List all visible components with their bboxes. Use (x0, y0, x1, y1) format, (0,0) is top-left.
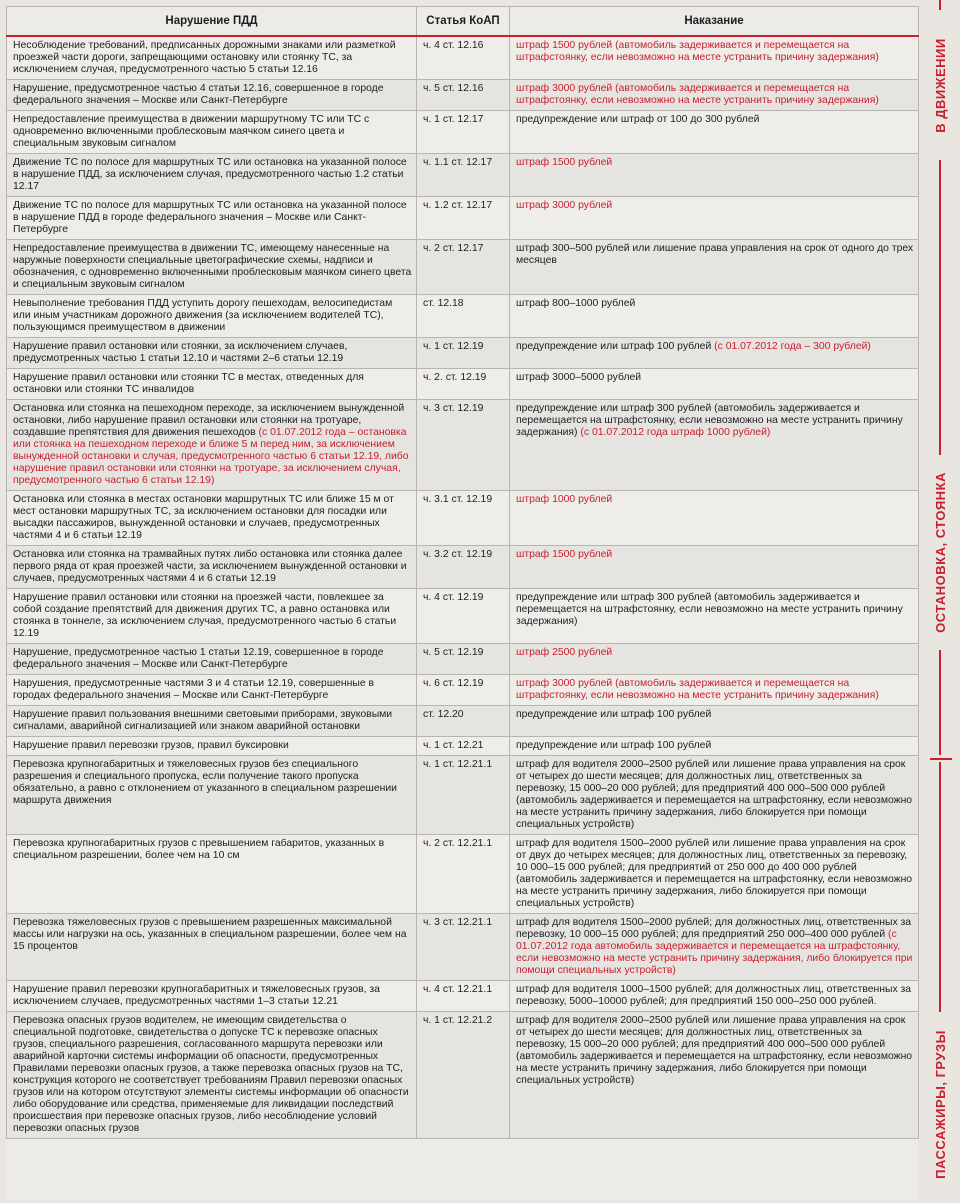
article-cell: ч. 1 ст. 12.19 (417, 338, 510, 369)
article-cell: ч. 6 ст. 12.19 (417, 675, 510, 706)
violation-cell: Непредоставление преимущества в движении маршрутному ТС или ТС с одновременно включенными проблесковым маячком синего цвета и специальным звуковым сигналом (7, 111, 417, 154)
table-row (7, 338, 919, 369)
article-cell: ч. 5 ст. 12.16 (417, 80, 510, 111)
table-row (7, 240, 919, 295)
violation-cell: Движение ТС по полосе для маршрутных ТС или остановка на указанной полосе в нарушение ПДД в городе федерального значения – Москве или Санкт-Петербурге (7, 197, 417, 240)
table-row (7, 154, 919, 197)
section-divider-line (939, 0, 941, 10)
table-row (7, 835, 919, 914)
penalty-cell (510, 197, 919, 240)
violation-note: (с 01.07.2012 года – остановка или стоянка на пешеходном переходе и ближе 5 м перед ним, за исключением вынужденной остановки и случая, предусмотренного частью 6 статьи 12.19, либо нарушение правил остановки или стоянки на тротуаре, за исключением случая, предусмотренного частью 6 статьи 12.19) (13, 427, 409, 486)
table-row (7, 1012, 919, 1139)
article-cell: ч. 1.1 ст. 12.17 (417, 154, 510, 197)
table-row (7, 369, 919, 400)
penalty-highlight: штраф 3000 рублей (516, 200, 613, 211)
article-cell: ч. 4 ст. 12.19 (417, 589, 510, 644)
penalty-cell: предупреждение или штраф 300 рублей (автомобиль задерживается и перемещается на штрафстоянку, если невозможно на месте устранить причину задержания) (510, 589, 919, 644)
violation-cell: Нарушение, предусмотренное частью 1 статьи 12.19, совершенное в городе федерального значения – Москве или Санкт-Петербурге (7, 644, 417, 675)
violation-cell: Нарушение, предусмотренное частью 4 статьи 12.16, совершенное в городе федерального значения – Москве или Санкт-Петербурге (7, 80, 417, 111)
article-cell: ч. 3 ст. 12.21.1 (417, 914, 510, 981)
penalty-highlight: (с 01.07.2012 года штраф 1000 рублей) (580, 427, 771, 438)
article-cell: ч. 2 ст. 12.21.1 (417, 835, 510, 914)
section-label-parking: ОСТАНОВКА, СТОЯНКА (932, 472, 948, 633)
article-cell: ст. 12.18 (417, 295, 510, 338)
table-row (7, 644, 919, 675)
penalty-cell (510, 36, 919, 80)
article-cell: ч. 4 ст. 12.16 (417, 36, 510, 80)
table-row (7, 197, 919, 240)
violation-cell: Нарушение правил остановки или стоянки ТС в местах, отведенных для остановки или стоянки ТС инвалидов (7, 369, 417, 400)
table-row (7, 80, 919, 111)
penalty-cell (510, 491, 919, 546)
table-row (7, 400, 919, 491)
penalty-cell: предупреждение или штраф 100 рублей (510, 737, 919, 756)
violation-cell: Перевозка опасных грузов водителем, не имеющим свидетельства о специальной подготовке, свидетельства о допуске ТС к перевозке опасных грузов, специального разрешения, согласованного маршрута перевозки или аварийной карточки системы информации об опасности, предусмотренных Правилами перевозки опасных грузов, а также перевозка опасных грузов на ТС, конструкция которого не соответствует требованиям Правил перевозки опасных грузов или на котором отсутствуют элементы системы информации об опасности либо оборудование или средства, применяемые для ликвидации последствий происшествия при перевозке опасных грузов, либо несоблюдение условий перевозки опасных грузов (7, 1012, 417, 1139)
penalty-cell: штраф 800–1000 рублей (510, 295, 919, 338)
violation-cell: Нарушения, предусмотренные частями 3 и 4 статьи 12.19, совершенные в городах федерального значения – Москве или Санкт-Петербурге (7, 675, 417, 706)
article-cell: ч. 2 ст. 12.17 (417, 240, 510, 295)
article-cell: ч. 1 ст. 12.17 (417, 111, 510, 154)
penalty-cell: штраф для водителя 2000–2500 рублей или лишение права управления на срок от четырех до шести месяцев; для должностных лиц, ответственных за перевозку, 15 000–20 000 рублей; для предприятий 400 000–500 000 рублей (автомобиль задерживается и перемещается на штрафстоянку, если невозможно на месте устранить причину задержания, либо блокируется при помощи специальных устройств) (510, 1012, 919, 1139)
table-row (7, 295, 919, 338)
table-row (7, 675, 919, 706)
article-cell: ч. 4 ст. 12.21.1 (417, 981, 510, 1012)
penalty-cell: штраф для водителя 2000–2500 рублей или лишение права управления на срок от четырех до шести месяцев; для должностных лиц, ответственных за перевозку, 15 000–20 000 рублей; для предприятий 400 000–500 000 рублей (автомобиль задерживается и перемещается на штрафстоянку, если невозможно на месте устранить причину задержания, либо блокируется при помощи специальных устройств) (510, 756, 919, 835)
violation-cell: Невыполнение требования ПДД уступить дорогу пешеходам, велосипедистам или иным участникам дорожного движения (за исключением водителей ТС), пользующимся преимуществом в движении (7, 295, 417, 338)
violation-cell: Нарушение правил остановки или стоянки, за исключением случаев, предусмотренных частью 1 статьи 12.10 и частями 2–6 статьи 12.19 (7, 338, 417, 369)
penalty-cell: предупреждение или штраф 100 рублей (510, 706, 919, 737)
article-cell: ч. 1 ст. 12.21.1 (417, 756, 510, 835)
penalty-highlight: штраф 1500 рублей (516, 157, 613, 168)
table-header-row (7, 7, 919, 37)
penalty-cell (510, 546, 919, 589)
violation-cell: Движение ТС по полосе для маршрутных ТС или остановка на указанной полосе в нарушение ПДД, за исключением случая, предусмотренного частью 1.2 статьи 12.17 (7, 154, 417, 197)
violation-cell: Остановка или стоянка в местах остановки маршрутных ТС или ближе 15 м от мест остановки маршрутных ТС, за исключением остановки для посадки или высадки пассажиров, вынужденной остановки и случаев, предусмотренных частями 4 и 6 статьи 12.19 (7, 491, 417, 546)
penalty-cell: предупреждение или штраф 100 рублей (с 01.07.2012 года – 300 рублей) (510, 338, 919, 369)
table-row (7, 737, 919, 756)
section-label-cargo: ПАССАЖИРЫ, ГРУЗЫ (932, 1030, 948, 1179)
table-row (7, 491, 919, 546)
violation-cell: Нарушение правил перевозки грузов, правил буксировки (7, 737, 417, 756)
table-row (7, 36, 919, 80)
article-cell: ч. 3.1 ст. 12.19 (417, 491, 510, 546)
penalty-cell: штраф для водителя 1000–1500 рублей; для должностных лиц, ответственных за перевозку, 5000–10000 рублей; для предприятий 150 000–250 000 рублей. (510, 981, 919, 1012)
penalty-highlight: штраф 2500 рублей (516, 647, 613, 658)
penalty-cell (510, 675, 919, 706)
article-cell: ч. 2. ст. 12.19 (417, 369, 510, 400)
penalty-highlight: штраф 1500 рублей (516, 549, 613, 560)
header-violation: Нарушение ПДД (7, 7, 417, 37)
violation-cell: Перевозка тяжеловесных грузов с превышением разрешенных максимальной массы или нагрузки на ось, указанных в специальном разрешении, более чем на 15 процентов (7, 914, 417, 981)
violation-cell: Непредоставление преимущества в движении ТС, имеющему нанесенные на наружные поверхности специальные цветографические схемы, надписи и обозначения, с одновременно включенными проблесковым маячком синего цвета и специальным звуковым сигналом (7, 240, 417, 295)
article-cell: ч. 1.2 ст. 12.17 (417, 197, 510, 240)
violation-cell: Остановка или стоянка на пешеходном переходе, за исключением вынужденной остановки, либо нарушение правил остановки или стоянки на тротуаре, создавшие препятствия для движения пешеходов (с 01.07.2012 года – остановка или стоянка на пешеходном переходе и ближе 5 м перед ним, за исключением вынужденной остановки и случая, предусмотренного частью 6 статьи 12.19, либо нарушение правил остановки или стоянки на тротуаре, за исключением случая, предусмотренного частью 6 статьи 12.19) (7, 400, 417, 491)
penalty-cell: штраф 3000–5000 рублей (510, 369, 919, 400)
header-article: Статья КоАП (417, 7, 510, 37)
article-cell: ч. 1 ст. 12.21.2 (417, 1012, 510, 1139)
violation-cell: Перевозка крупногабаритных грузов с превышением габаритов, указанных в специальном разрешении, более чем на 10 см (7, 835, 417, 914)
table-row (7, 706, 919, 737)
violation-cell: Нарушение правил остановки или стоянки на проезжей части, повлекшее за собой создание препятствий для движения других ТС, а равно остановка или стоянка в тоннеле, за исключением случая, предусмотренного частью 6 статьи 12.19 (7, 589, 417, 644)
penalty-cell: предупреждение или штраф от 100 до 300 рублей (510, 111, 919, 154)
penalty-highlight: (с 01.07.2012 года автомобиль задерживается и перемещается на штрафстоянку, если невозможно на месте устранить причину задержания, либо блокируется при помощи специальных устройств) (516, 929, 913, 976)
section-divider-line (939, 762, 941, 1012)
table-row (7, 589, 919, 644)
penalty-cell (510, 154, 919, 197)
violation-cell: Несоблюдение требований, предписанных дорожными знаками или разметкой проезжей части дороги, запрещающими остановку или стоянку ТС, за исключением случая, предусмотренного частью 5 статьи 12.16 (7, 36, 417, 80)
section-sidebar (920, 0, 960, 1203)
penalty-cell (510, 80, 919, 111)
article-cell: ч. 3 ст. 12.19 (417, 400, 510, 491)
penalty-cell (510, 644, 919, 675)
fines-table (6, 6, 919, 1139)
violation-cell: Нарушение правил пользования внешними световыми приборами, звуковыми сигналами, аварийной сигнализацией или знаком аварийной остановки (7, 706, 417, 737)
table-row (7, 111, 919, 154)
section-separator (930, 758, 952, 760)
table-row (7, 546, 919, 589)
table-row (7, 981, 919, 1012)
violation-cell: Перевозка крупногабаритных и тяжеловесных грузов без специального разрешения и специального пропуска, если получение такого пропуска обязательно, а равно с отклонением от указанного в специальном разрешении маршрута движения (7, 756, 417, 835)
section-label-movement: В ДВИЖЕНИИ (932, 37, 948, 133)
header-penalty: Наказание (510, 7, 919, 37)
penalty-highlight: штраф 3000 рублей (автомобиль задерживается и перемещается на штрафстоянку, если невозможно на месте устранить причину задержания) (516, 83, 879, 106)
penalty-cell: штраф 300–500 рублей или лишение права управления на срок от одного до трех месяцев (510, 240, 919, 295)
penalty-highlight: штраф 1000 рублей (516, 494, 613, 505)
article-cell: ст. 12.20 (417, 706, 510, 737)
penalty-highlight: штраф 3000 рублей (автомобиль задерживается и перемещается на штрафстоянку, если невозможно на месте устранить причину задержания) (516, 678, 879, 701)
penalty-cell: штраф для водителя 1500–2000 рублей; для должностных лиц, ответственных за перевозку, 10 000–15 000 рублей; для предприятий 250 000–400 000 рублей (с 01.07.2012 года автомобиль задерживается и перемещается на штрафстоянку, если невозможно на месте устранить причину задержания, либо блокируется при помощи специальных устройств) (510, 914, 919, 981)
article-cell: ч. 5 ст. 12.19 (417, 644, 510, 675)
penalty-cell: предупреждение или штраф 300 рублей (автомобиль задерживается и перемещается на штрафстоянку, если невозможно на месте устранить причину задержания) (с 01.07.2012 года штраф 1000 рублей) (510, 400, 919, 491)
violation-cell: Остановка или стоянка на трамвайных путях либо остановка или стоянка далее первого ряда от края проезжей части, за исключением вынужденной остановки и случаев, предусмотренных частями 4 и 6 статьи 12.19 (7, 546, 417, 589)
violation-cell: Нарушение правил перевозки крупногабаритных и тяжеловесных грузов, за исключением случаев, предусмотренных частями 1–3 статьи 12.21 (7, 981, 417, 1012)
section-divider-line (939, 650, 941, 755)
penalty-highlight: штраф 1500 рублей (автомобиль задерживается и перемещается на штрафстоянку, если невозможно на месте устранить причину задержания) (516, 40, 879, 63)
table-row (7, 756, 919, 835)
penalty-highlight: (с 01.07.2012 года – 300 рублей) (714, 341, 871, 352)
table-row (7, 914, 919, 981)
article-cell: ч. 3.2 ст. 12.19 (417, 546, 510, 589)
fines-table-sheet (6, 6, 918, 1200)
article-cell: ч. 1 ст. 12.21 (417, 737, 510, 756)
section-divider-line (939, 160, 941, 455)
penalty-cell: штраф для водителя 1500–2000 рублей или лишение права управления на срок от двух до четырех месяцев; для должностных лиц, ответственных за перевозку, 10 000–15 000 рублей; для предприятий от 250 000 до 400 000 рублей (автомобиль задерживается и перемещается на штрафстоянку, если невозможно на месте устранить причину задержания, либо блокируется при помощи специальных устройств) (510, 835, 919, 914)
